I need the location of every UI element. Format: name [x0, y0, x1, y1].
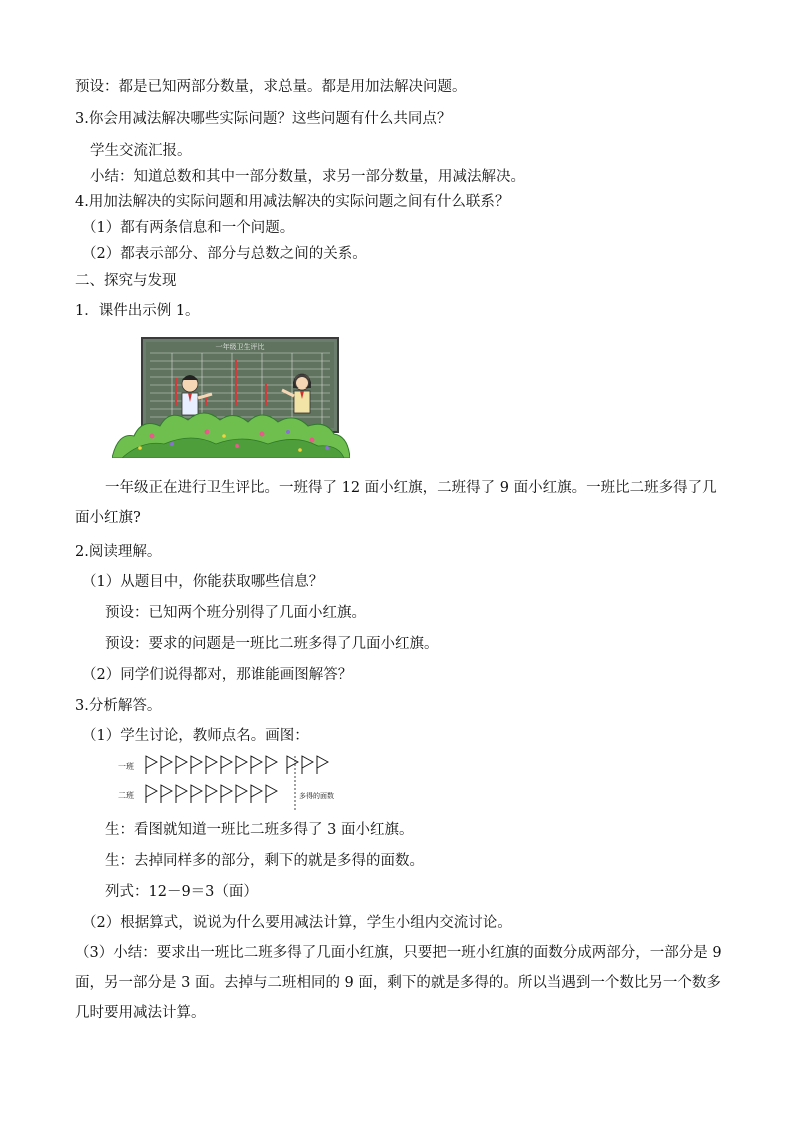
line-19: 生：去掉同样多的部分，剩下的就是多得的面数。: [105, 853, 424, 869]
row1-flag-8: [251, 756, 262, 774]
board-title: 一年级卫生评比: [215, 343, 265, 351]
line-6: （1）都有两条信息和一个问题。: [82, 220, 295, 236]
line-12: （1）从题目中，你能获取哪些信息？: [82, 574, 324, 590]
line-16: 3.分析解答。: [75, 698, 162, 714]
equation: 列式：12－9＝3（面）: [105, 884, 258, 900]
row1-flag-2: [161, 756, 172, 774]
row1-flag-5: [206, 756, 217, 774]
row2-flag-9: [266, 785, 277, 803]
row1-flag-1: [146, 756, 157, 774]
row1-flag-9: [266, 756, 277, 774]
row1-flag-6: [221, 756, 232, 774]
flag-comparison-diagram: [118, 752, 368, 812]
line-5: 4.用加法解决的实际问题和用减法解决的实际问题之间有什么联系？: [75, 194, 510, 210]
row1-flag-12: [317, 756, 328, 774]
row1-flag-10: [287, 756, 298, 774]
summary-paragraph: （3）小结：要求出一班比二班多得了几面小红旗，只要把一班小红旗的面数分成两部分，一部分是 9 面，另一部分是 3 面。去掉与二班相同的 9 面，剩下的就是多得的。所以当遇到一个数比另一个数多几时要用减法计算。: [75, 945, 722, 1021]
line-14: 预设：要求的问题是一班比二班多得了几面小红旗。: [105, 636, 439, 652]
row2-flag-1: [146, 785, 157, 803]
line-2: 3.你会用减法解决哪些实际问题？这些问题有什么共同点？: [75, 111, 452, 127]
line-9: 1．课件出示例 1。: [75, 303, 200, 319]
row2-flag-8: [251, 785, 262, 803]
row1-label: 一班: [118, 762, 134, 771]
row2-flag-4: [191, 785, 202, 803]
line-18: 生：看图就知道一班比二班多得了 3 面小红旗。: [105, 822, 414, 838]
line-1: 预设：都是已知两部分数量，求总量。都是用加法解决问题。: [75, 79, 467, 95]
row2-flag-2: [161, 785, 172, 803]
line-7: （2）都表示部分、部分与总数之间的关系。: [82, 246, 367, 262]
row2-flag-6: [221, 785, 232, 803]
example-problem: 一年级正在进行卫生评比。一班得了 12 面小红旗，二班得了 9 面小红旗。一班比二班多得了几面小红旗?: [75, 480, 717, 526]
row2-flag-7: [236, 785, 247, 803]
line-4: 小结：知道总数和其中一部分数量，求另一部分数量，用减法解决。: [90, 169, 525, 185]
row2-flag-3: [176, 785, 187, 803]
line-13: 预设：已知两个班分别得了几面小红旗。: [105, 605, 366, 621]
line-15: （2）同学们说得都对，那谁能画图解答？: [82, 667, 353, 683]
line-11: 2.阅读理解。: [75, 544, 162, 560]
classroom-illustration: [112, 336, 350, 458]
line-17: （1）学生讨论，教师点名。画图：: [82, 728, 309, 744]
line-21: （2）根据算式，说说为什么要用减法计算，学生小组内交流讨论。: [82, 915, 512, 931]
row1-flag-11: [302, 756, 313, 774]
row1-flag-7: [236, 756, 247, 774]
row1-flag-3: [176, 756, 187, 774]
row1-flag-4: [191, 756, 202, 774]
line-3: 学生交流汇报。: [90, 143, 192, 159]
extra-label: 多得的面数: [299, 792, 334, 800]
section-heading: 二、探究与发现: [75, 273, 177, 289]
row2-flag-5: [206, 785, 217, 803]
row2-label: 二班: [118, 791, 134, 800]
